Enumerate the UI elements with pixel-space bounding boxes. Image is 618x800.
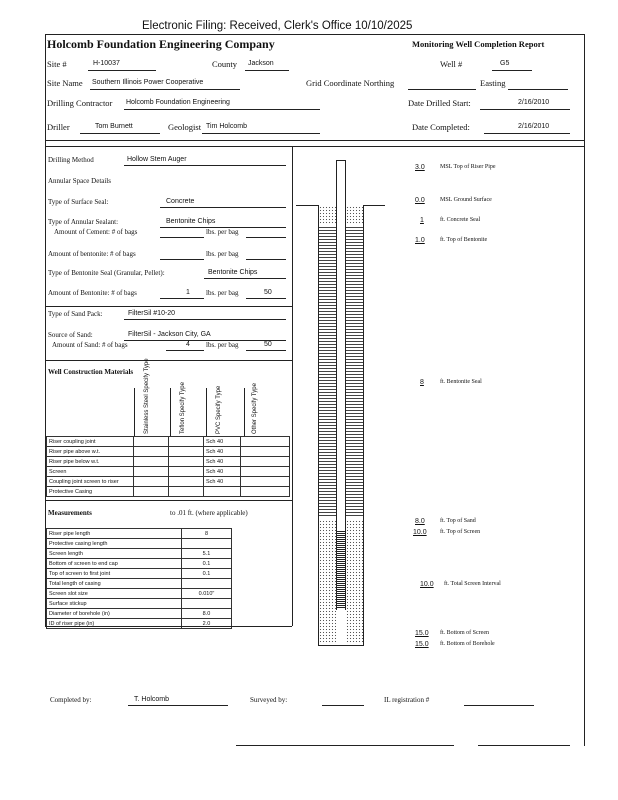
surface-seal: Concrete <box>166 198 195 205</box>
table-row <box>47 487 290 497</box>
row-value: 2.0 <box>182 619 232 629</box>
header-rule-2 <box>45 146 585 147</box>
cement-lbs-label: lbs. per bag <box>206 228 239 236</box>
pvc-cell: Sch 40 <box>204 437 241 447</box>
bentonite-left <box>319 226 336 516</box>
ground-surface-right <box>363 205 385 206</box>
grid-northing-label: Grid Coordinate Northing <box>306 78 395 88</box>
col-divider-1 <box>134 388 135 436</box>
stainless-cell <box>134 467 169 477</box>
concrete-seal-right <box>346 206 363 224</box>
drilling-method-label: Drilling Method <box>48 156 94 164</box>
row-value: 8 <box>182 529 232 539</box>
teflon-cell <box>169 457 204 467</box>
drilling-method: Hollow Stem Auger <box>127 156 187 163</box>
measurements-table <box>46 528 232 629</box>
sand-pack: FilterSil #10-20 <box>128 310 176 317</box>
teflon-cell <box>169 467 204 477</box>
annular-details-label: Annular Space Details <box>48 177 111 185</box>
top-bentonite-label: ft. Top of Bentonite <box>440 237 488 243</box>
bentonite-seal-type-label: Type of Bentonite Seal (Granular, Pellet): <box>48 269 165 277</box>
screen-interval-label: ft. Total Screen Interval <box>444 581 501 587</box>
table-row <box>47 467 290 477</box>
completed-by-label: Completed by: <box>50 696 92 704</box>
well-line <box>492 70 532 71</box>
bentonite-seal-value: 8 <box>420 379 424 386</box>
date-completed-line <box>484 133 570 134</box>
row-label: Riser pipe length <box>47 529 182 539</box>
other-cell <box>241 437 290 447</box>
date-started-line <box>480 109 570 110</box>
cement-bags-label: Amount of Cement: # of bags <box>54 228 138 236</box>
site-number-label: Site # <box>47 59 67 69</box>
table-row <box>47 579 232 589</box>
table-row <box>47 599 232 609</box>
table-row <box>47 477 290 487</box>
geologist-line <box>202 133 320 134</box>
bentonite-seal-type-line <box>204 278 286 279</box>
sand-lbs-label: lbs. per bag <box>206 341 239 349</box>
other-cell <box>241 447 290 457</box>
bentonite-bags-line <box>160 259 204 260</box>
sand-pack-right <box>346 520 363 644</box>
ground-surface-left <box>296 205 318 206</box>
screen-interval-value: 10.0 <box>420 581 434 588</box>
teflon-cell <box>169 477 204 487</box>
top-screen-value: 10.0 <box>413 529 427 536</box>
col-divider-4 <box>244 388 245 436</box>
sand-source-label: Source of Sand: <box>48 331 93 339</box>
bentonite-seal-type: Bentonite Chips <box>208 269 258 276</box>
top-rule <box>45 34 585 35</box>
driller: Tom Burnett <box>95 123 133 130</box>
row-label: Protective Casing <box>47 487 134 497</box>
sand-divider-top <box>45 306 292 307</box>
site-number-line <box>88 70 156 71</box>
bentonite-amount-label: Amount of Bentonite: # of bags <box>48 289 137 297</box>
sand-lbs: 50 <box>264 341 272 348</box>
bottom-borehole-value: 15.0 <box>415 641 429 648</box>
stainless-cell <box>134 457 169 467</box>
table-row <box>47 457 290 467</box>
row-value: 0.1 <box>182 559 232 569</box>
bentonite-amount-line <box>160 298 204 299</box>
stainless-cell <box>134 477 169 487</box>
table-row <box>47 447 290 457</box>
county: Jackson <box>248 60 274 67</box>
registration-label: IL registration # <box>384 696 430 704</box>
sand-pack-left <box>319 520 336 644</box>
pipe-cap <box>336 160 346 161</box>
row-label: Diameter of borehole (in) <box>47 609 182 619</box>
sand-source: FilterSil - Jackson City, GA <box>128 331 211 338</box>
pvc-cell: Sch 40 <box>204 447 241 457</box>
col-header-pvc: PVC Specify Type <box>216 385 222 434</box>
annular-sealant-label: Type of Annular Sealant: <box>48 218 119 226</box>
county-label: County <box>212 59 238 69</box>
measurements-title: Measurements <box>48 509 92 517</box>
registration-line <box>464 705 534 706</box>
measurements-unit-note: to .01 ft. (where applicable) <box>170 509 248 517</box>
table-row <box>47 559 232 569</box>
col-header-stainless: Stainless Steel Specify Type <box>144 358 150 434</box>
easting-line <box>508 89 568 90</box>
row-label: Surface stickup <box>47 599 182 609</box>
row-label: Riser coupling joint <box>47 437 134 447</box>
table-row <box>47 569 232 579</box>
contractor-label: Drilling Contractor <box>47 98 113 108</box>
table-row <box>47 619 232 629</box>
other-cell <box>241 457 290 467</box>
drilling-method-line <box>124 165 286 166</box>
well-screen <box>337 530 345 608</box>
bottom-rule-right <box>478 745 570 746</box>
pvc-cell: Sch 40 <box>204 467 241 477</box>
row-value: 5.1 <box>182 549 232 559</box>
stainless-cell <box>134 487 169 497</box>
row-label: Screen slot size <box>47 589 182 599</box>
other-cell <box>241 467 290 477</box>
table-row <box>47 609 232 619</box>
cement-lbs-line <box>246 237 286 238</box>
measurements-divider <box>45 500 292 501</box>
bottom-rule <box>236 745 454 746</box>
date-started: 2/16/2010 <box>518 99 550 106</box>
site-name-line <box>90 89 240 90</box>
row-label: Screen <box>47 467 134 477</box>
site-number: H-10037 <box>93 60 120 67</box>
row-label: ID of riser pipe (in) <box>47 619 182 629</box>
sand-pack-label: Type of Sand Pack: <box>48 310 103 318</box>
surface-seal-label: Type of Surface Seal: <box>48 198 109 206</box>
teflon-cell <box>169 437 204 447</box>
table-row <box>47 589 232 599</box>
row-label: Riser pipe above w.t. <box>47 447 134 457</box>
bentonite-bags-label: Amount of bentonite: # of bags <box>48 250 136 258</box>
site-name: Southern Illinois Power Cooperative <box>92 79 204 86</box>
ground-surface-label: MSL Ground Surface <box>440 197 492 203</box>
bottom-borehole-label: ft. Bottom of Borehole <box>440 641 495 647</box>
row-label: Bottom of screen to end cap <box>47 559 182 569</box>
driller-line <box>80 133 160 134</box>
table-row <box>47 549 232 559</box>
row-label: Top of screen to first joint <box>47 569 182 579</box>
northing-line <box>408 89 476 90</box>
concrete-seal-value: 1 <box>420 217 424 224</box>
pvc-cell: Sch 40 <box>204 477 241 487</box>
surface-seal-line <box>160 207 286 208</box>
concrete-seal-left <box>319 206 336 224</box>
ground-surface-value: 0.0 <box>415 197 425 204</box>
geologist: Tim Holcomb <box>206 123 247 130</box>
bentonite-amount-lbs-line <box>246 298 286 299</box>
row-value: 0.1 <box>182 569 232 579</box>
cement-bags-line <box>160 237 204 238</box>
top-riser-label: MSL Top of Riser Pipe <box>440 164 496 170</box>
borehole-bottom <box>318 645 364 646</box>
bentonite-lbs-line <box>246 259 286 260</box>
top-screen-label: ft. Top of Screen <box>440 529 481 535</box>
report-title: Monitoring Well Completion Report <box>412 39 545 49</box>
col-divider-2 <box>170 388 171 436</box>
top-sand-label: ft. Top of Sand <box>440 518 476 524</box>
sand-amount-label: Amount of Sand: # of bags <box>52 341 128 349</box>
company-name: Holcomb Foundation Engineering Company <box>47 37 275 51</box>
filing-stamp: Electronic Filing: Received, Clerk's Office 10/10/2025 <box>142 20 413 32</box>
bentonite-amount-lbs-label: lbs. per bag <box>206 289 239 297</box>
bentonite-right <box>346 226 363 516</box>
stainless-cell <box>134 447 169 457</box>
teflon-cell <box>169 447 204 457</box>
bentonite-amount: 1 <box>186 289 190 296</box>
row-value: 0.010" <box>182 589 232 599</box>
stainless-cell <box>134 437 169 447</box>
bentonite-lbs-label: lbs. per bag <box>206 250 239 258</box>
row-value <box>182 539 232 549</box>
borehole-right-wall <box>363 205 364 645</box>
contractor-line <box>124 109 320 110</box>
top-riser-value: 3.0 <box>415 164 425 171</box>
date-started-label: Date Drilled Start: <box>408 98 471 108</box>
bentonite-amount-lbs: 50 <box>264 289 272 296</box>
bottom-screen-label: ft. Bottom of Screen <box>440 630 489 636</box>
row-value: 8.0 <box>182 609 232 619</box>
contractor: Holcomb Foundation Engineering <box>126 99 230 106</box>
well-number: G5 <box>500 60 510 67</box>
row-label: Riser pipe below w.t. <box>47 457 134 467</box>
col-divider-3 <box>206 388 207 436</box>
completed-by: T. Holcomb <box>134 696 170 703</box>
left-rule <box>45 34 46 146</box>
materials-divider <box>45 360 292 361</box>
sand-pack-line <box>124 319 286 320</box>
pvc-cell: Sch 40 <box>204 457 241 467</box>
row-label: Total length of casing <box>47 579 182 589</box>
row-value <box>182 599 232 609</box>
bottom-screen-value: 15.0 <box>415 630 429 637</box>
other-cell <box>241 487 290 497</box>
table-row <box>47 529 232 539</box>
well-label: Well # <box>440 59 463 69</box>
bentonite-seal-label: ft. Bentonite Seal <box>440 379 482 385</box>
date-completed: 2/16/2010 <box>518 123 550 130</box>
pvc-cell <box>204 487 241 497</box>
annular-sealant: Bentonite Chips <box>166 218 216 225</box>
sand-lbs-line <box>246 350 286 351</box>
materials-table <box>46 436 290 497</box>
sand-bags-line <box>166 350 204 351</box>
driller-label: Driller <box>47 122 70 132</box>
date-completed-label: Date Completed: <box>412 122 470 132</box>
concrete-seal-label: ft. Concrete Seal <box>440 217 481 223</box>
row-value <box>182 579 232 589</box>
table-row <box>47 539 232 549</box>
easting-label: Easting <box>480 78 506 88</box>
row-label: Protective casing length <box>47 539 182 549</box>
top-bentonite-value: 1.0 <box>415 237 425 244</box>
table-row <box>47 437 290 447</box>
surveyed-by-line <box>322 705 364 706</box>
col-header-other: Other Specify Type <box>252 383 258 434</box>
geologist-label: Geologist <box>168 122 202 132</box>
site-name-label: Site Name <box>47 78 83 88</box>
row-label: Screen length <box>47 549 182 559</box>
surveyed-by-label: Surveyed by: <box>250 696 288 704</box>
teflon-cell <box>169 487 204 497</box>
center-rule <box>292 146 293 626</box>
other-cell <box>241 477 290 487</box>
sand-source-line <box>124 340 286 341</box>
col-header-teflon: Teflon Specify Type <box>180 382 186 434</box>
completed-by-line <box>128 705 228 706</box>
row-label: Coupling joint screen to riser <box>47 477 134 487</box>
measurements-bottom-rule <box>45 626 292 627</box>
header-rule-1 <box>45 140 585 141</box>
top-sand-value: 8.0 <box>415 518 425 525</box>
sand-bags: 4 <box>186 341 190 348</box>
county-line <box>245 70 289 71</box>
materials-title: Well Construction Materials <box>48 368 134 376</box>
